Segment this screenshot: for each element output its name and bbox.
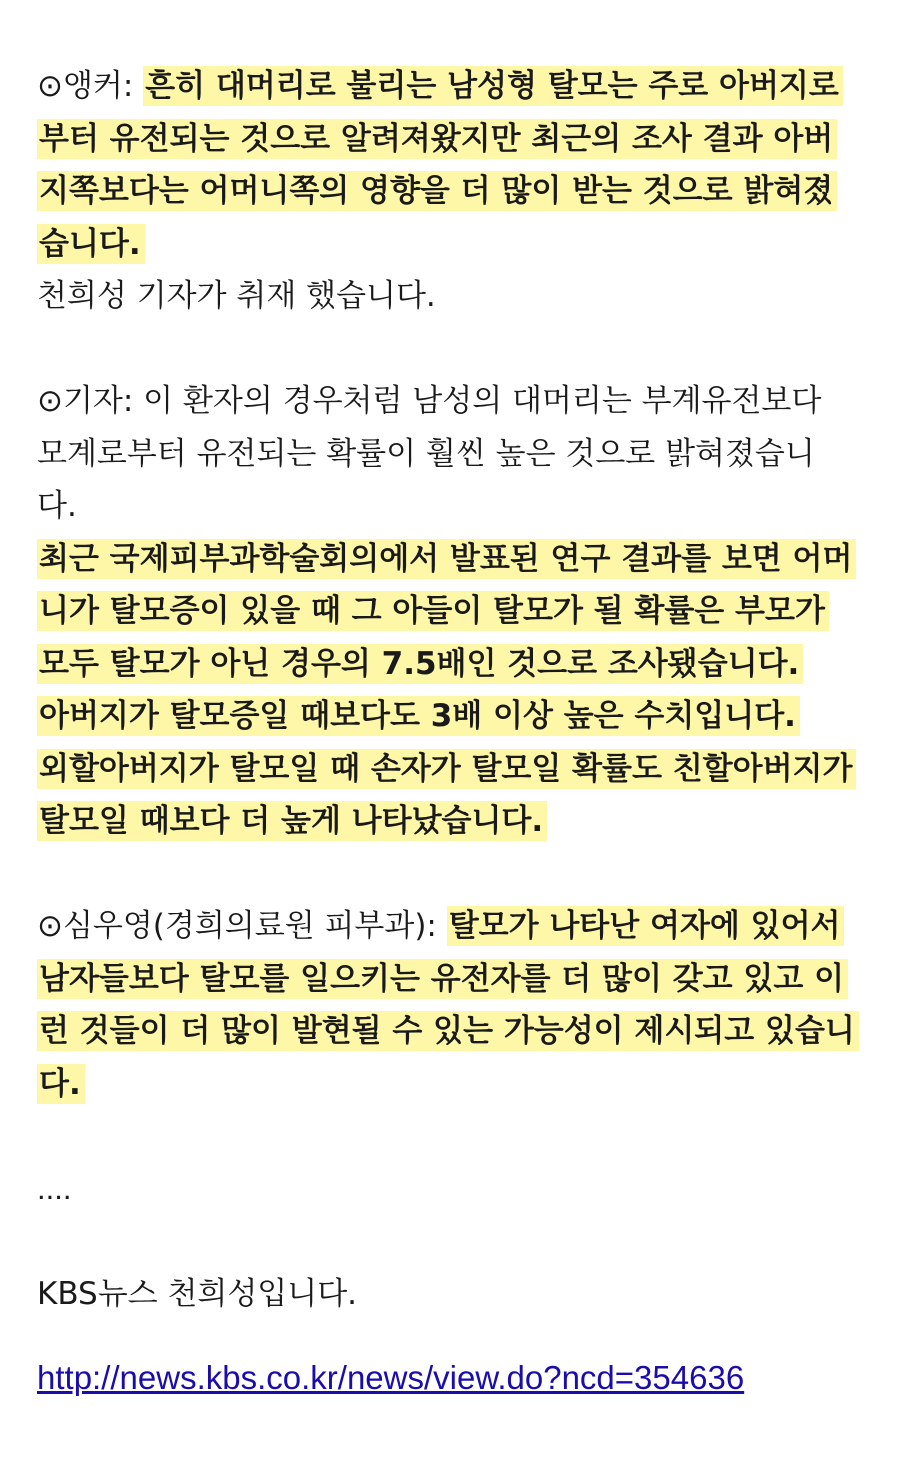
- doctor-line-2: [37, 953, 887, 1006]
- doctor-speaker: ⊙심우영(경희의료원 피부과):: [37, 908, 447, 944]
- anchor-highlight-1: 흔히 대머리로 불리는 남성형 탈모는 주로 아버지로: [143, 66, 843, 106]
- research-highlight-6: 탈모일 때보다 더 높게 나타났습니다.: [37, 801, 547, 841]
- anchor-line-4: [37, 218, 887, 271]
- research-highlight-3: 모두 탈모가 아닌 경우의 7.5배인 것으로 조사됐습니다.: [37, 644, 803, 684]
- doctor-highlight-4: 다.: [37, 1064, 85, 1104]
- anchor-speaker: ⊙앵커:: [37, 68, 144, 104]
- doctor-line-1: [37, 900, 887, 953]
- research-highlight-5: 외할아버지가 탈모일 때 손자가 탈모일 확률도 친할아버지가: [37, 749, 856, 789]
- reporter-intro: 천희성 기자가 취재 했습니다.: [37, 278, 436, 314]
- anchor-highlight-2: 부터 유전되는 것으로 알려져왔지만 최근의 조사 결과 아버: [37, 119, 837, 159]
- anchor-highlight-3: 지쪽보다는 어머니쪽의 영향을 더 많이 받는 것으로 밝혀졌: [37, 171, 837, 211]
- doctor-line-3: [37, 1005, 887, 1058]
- doctor-highlight-1: 탈모가 나타난 여자에 있어서: [447, 906, 845, 946]
- reporter-line-2: 모계로부터 유전되는 확률이 훨씬 높은 것으로 밝혀졌습니: [37, 435, 815, 472]
- research-highlight-4: 아버지가 탈모증일 때보다도 3배 이상 높은 수치입니다.: [37, 696, 800, 736]
- anchor-highlight-4: 습니다.: [37, 224, 145, 264]
- research-line-5: [37, 743, 887, 796]
- research-line-1: [37, 533, 887, 586]
- paragraph-gap: [37, 1215, 887, 1268]
- anchor-line-3: [37, 165, 887, 218]
- research-line-4: [37, 690, 887, 743]
- reporter-speaker: ⊙기자:: [37, 383, 144, 419]
- anchor-line-1: [37, 60, 887, 113]
- signoff: KBS뉴스 천희성입니다.: [37, 1275, 358, 1312]
- doctor-highlight-2: 남자들보다 탈모를 일으키는 유전자를 더 많이 갖고 있고 이: [37, 959, 848, 999]
- reporter-line-3: 다.: [37, 488, 77, 524]
- anchor-line-2: [37, 113, 887, 166]
- paragraph-gap: [37, 848, 887, 901]
- research-highlight-2: 니가 탈모증이 있을 때 그 아들이 탈모가 될 확률은 부모가: [37, 591, 829, 631]
- doctor-highlight-3: 런 것들이 더 많이 발현될 수 있는 가능성이 제시되고 있습니: [37, 1011, 859, 1051]
- article-body: [37, 60, 887, 1320]
- reporter-line-1: [37, 375, 887, 428]
- ellipsis: ....: [37, 1170, 72, 1206]
- research-line-3: [37, 638, 887, 691]
- research-highlight-1: 최근 국제피부과학술회의에서 발표된 연구 결과를 보면 어머: [37, 539, 856, 579]
- reporter-text-1: 이 환자의 경우처럼 남성의 대머리는 부계유전보다: [143, 383, 822, 419]
- research-line-2: [37, 585, 887, 638]
- paragraph-gap: [37, 323, 887, 376]
- research-line-6: [37, 795, 887, 848]
- doctor-line-4: [37, 1058, 887, 1111]
- article-source-link[interactable]: http://news.kbs.co.kr/news/view.do?ncd=354636: [37, 1359, 745, 1396]
- paragraph-gap: [37, 1110, 887, 1163]
